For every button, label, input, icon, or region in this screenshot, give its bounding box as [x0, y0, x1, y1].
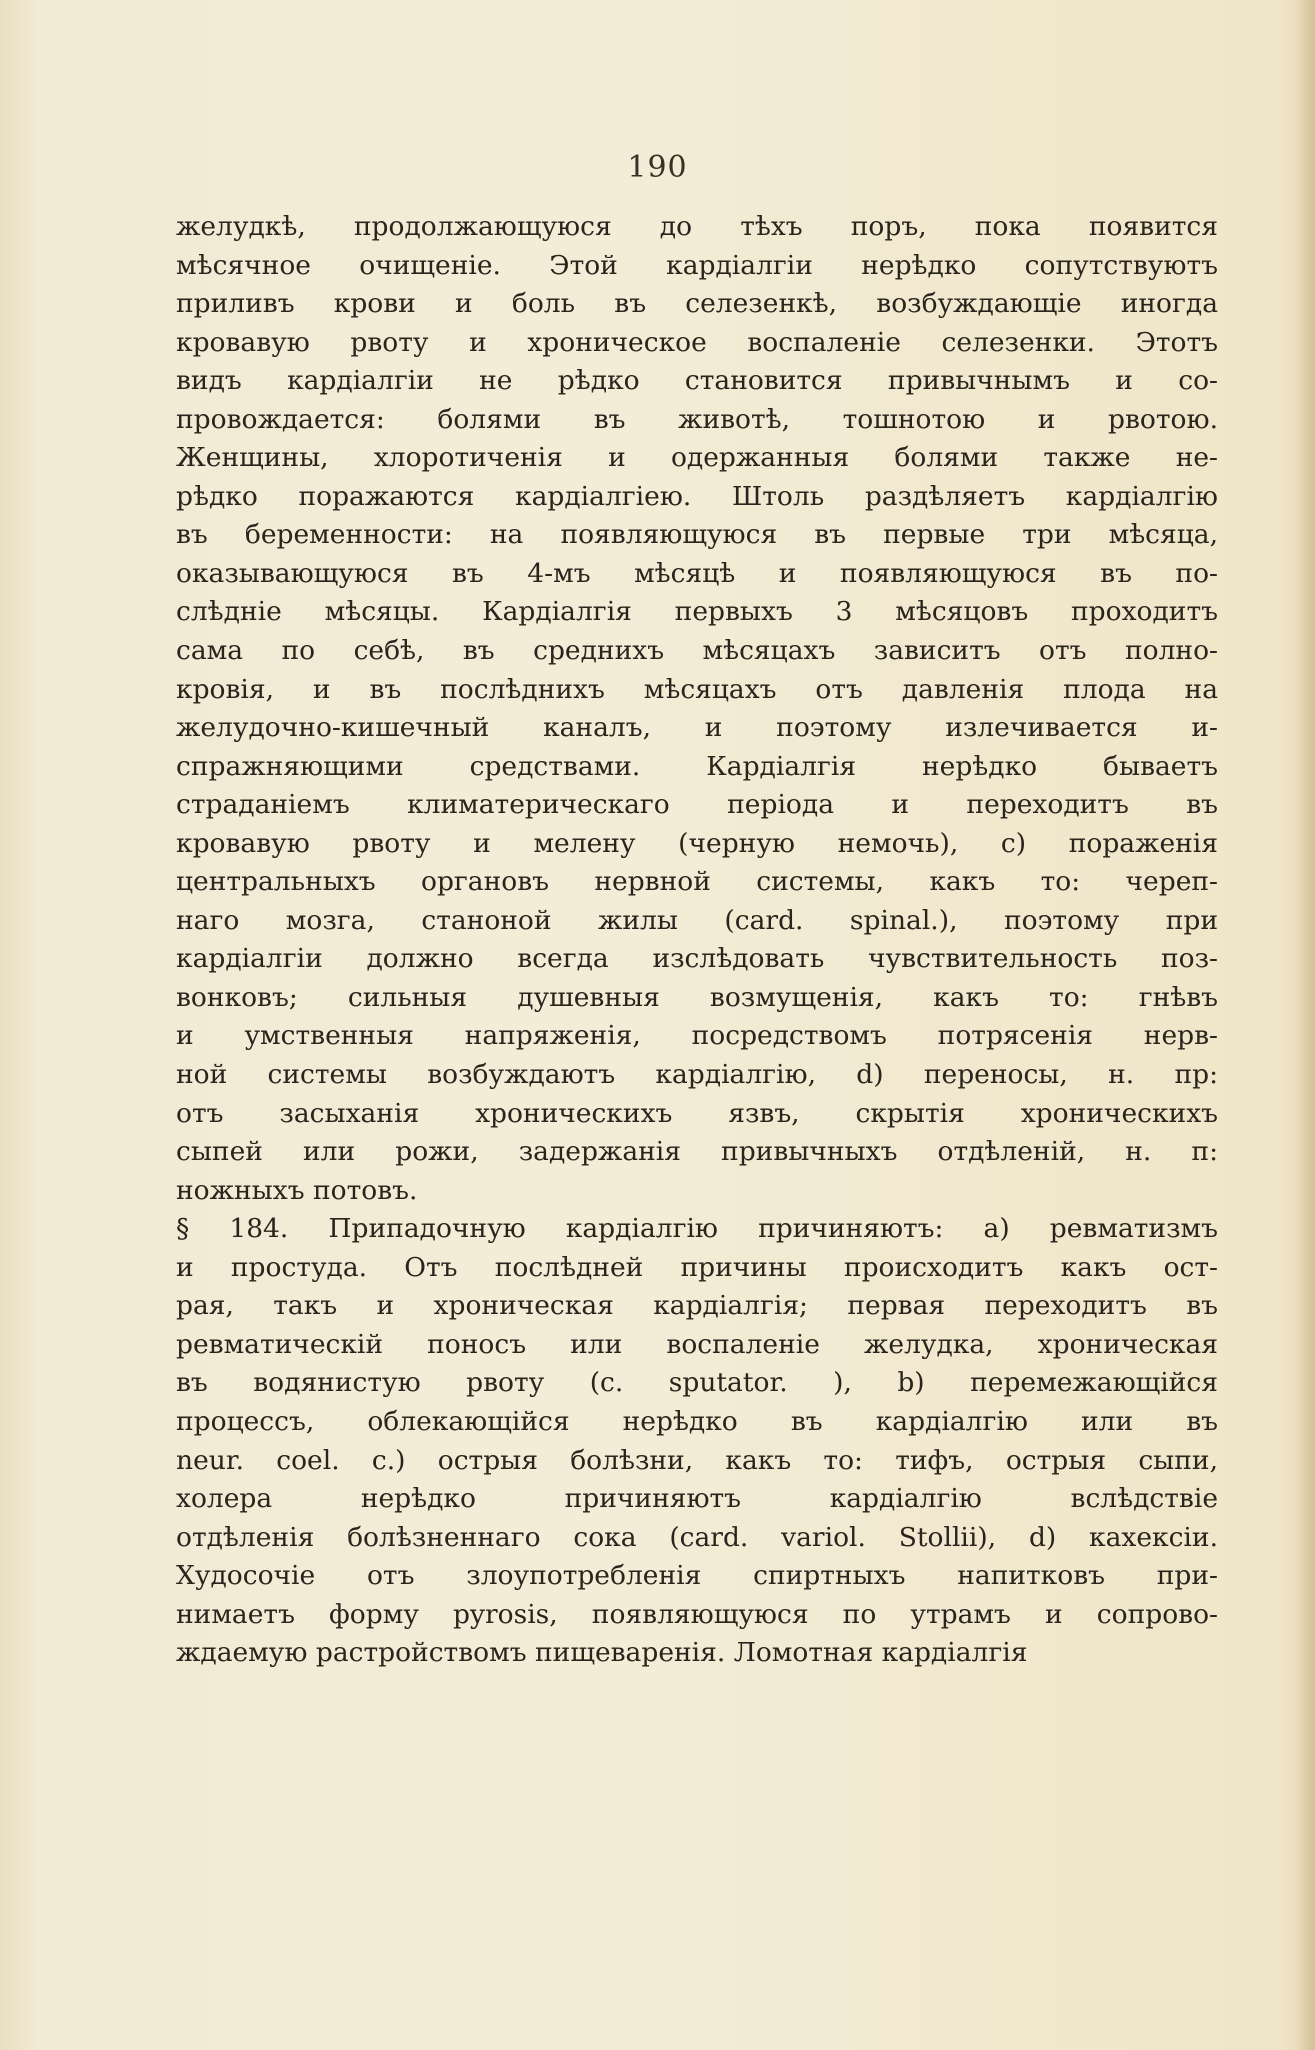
text-line: рѣдко поражаются кардіалгіею. Штоль раздѣляетъ кардіалгію — [176, 480, 1218, 512]
text-line: приливъ крови и боль въ селезенкѣ, возбуждающіе иногда — [176, 288, 1218, 320]
text-line: оказывающуюся въ 4-мъ мѣсяцѣ и появляющуюся въ по- — [176, 557, 1218, 589]
text-line: отъ засыханія хроническихъ язвъ, скрытія хроническихъ — [176, 1097, 1218, 1129]
text-line: нимаетъ форму pyrosis, появляющуюся по утрамъ и сопрово- — [176, 1598, 1218, 1630]
text-line: страданіемъ климатерическаго періода и переходитъ въ — [176, 789, 1218, 821]
text-line: и простуда. Отъ послѣдней причины происходитъ какъ ост- — [176, 1251, 1218, 1283]
page-number: 190 — [627, 150, 688, 185]
text-line: слѣдніе мѣсяцы. Кардіалгія первыхъ 3 мѣсяцовъ проходитъ — [176, 596, 1218, 628]
text-line: отдѣленія болѣзненнаго сока (card. variol. Stollii), d) кахексіи. — [176, 1521, 1218, 1553]
text-line: желудкѣ, продолжающуюся до тѣхъ поръ, пока появится — [176, 211, 1218, 242]
text-line: и умственныя напряженія, посредствомъ потрясенія нерв- — [176, 1020, 1218, 1052]
text-line: холера нерѣдко причиняютъ кардіалгію вслѣдствіе — [176, 1483, 1218, 1515]
text-line: кровавую рвоту и хроническое воспаленіе селезенки. Этотъ — [176, 326, 1218, 358]
text-line: § 184. Припадочную кардіалгію причиняютъ: а) ревматизмъ — [176, 1213, 1218, 1245]
text-line: мѣсячное очищеніе. Этой кардіалгіи нерѣдко сопутствуютъ — [176, 249, 1218, 281]
text-line: neur. coel. c.) острыя болѣзни, какъ то: тифъ, острыя сыпи, — [176, 1444, 1218, 1476]
text-line: Худосочіе отъ злоупотребленія спиртныхъ напитковъ при- — [176, 1560, 1218, 1592]
text-line: ревматическій поносъ или воспаленіе желудка, хроническая — [176, 1328, 1218, 1360]
text-line: провождается: болями въ животѣ, тошнотою и рвотою. — [176, 403, 1218, 435]
text-line: центральныхъ органовъ нервной системы, какъ то: череп- — [176, 866, 1218, 898]
text-line: процессъ, облекающійся нерѣдко въ кардіалгію или въ — [176, 1405, 1218, 1437]
body-text — [176, 208, 1218, 1673]
text-line: ждаемую растройствомъ пищеваренія. Ломотная кардіалгія — [176, 1637, 1028, 1669]
text-line: вонковъ; сильныя душевныя возмущенія, какъ то: гнѣвъ — [176, 981, 1218, 1013]
text-line: Женщины, хлоротиченія и одержанныя болями также не- — [176, 442, 1218, 474]
text-line: видъ кардіалгіи не рѣдко становится привычнымъ и со- — [176, 365, 1218, 397]
text-line: ножныхъ потовъ. — [176, 1174, 418, 1206]
text-line: ной системы возбуждаютъ кардіалгію, d) переносы, н. пр: — [176, 1059, 1218, 1091]
text-line: спражняющими средствами. Кардіалгія нерѣдко бываетъ — [176, 750, 1218, 782]
page-edge-shadow — [1297, 0, 1315, 2050]
text-line: кровавую рвоту и мелену (черную немочь), с) пораженія — [176, 827, 1218, 859]
text-line: рая, такъ и хроническая кардіалгія; первая переходитъ въ — [176, 1290, 1218, 1322]
text-line: кровія, и въ послѣднихъ мѣсяцахъ отъ давленія плода на — [176, 673, 1218, 705]
text-line: сама по себѣ, въ среднихъ мѣсяцахъ зависитъ отъ полно- — [176, 635, 1218, 667]
text-line: сыпей или рожи, задержанія привычныхъ отдѣленій, н. п: — [176, 1136, 1218, 1168]
text-line: кардіалгіи должно всегда изслѣдовать чувствительность поз- — [176, 943, 1218, 975]
text-line: въ водянистую рвоту (c. sputator. ), b) перемежающійся — [176, 1367, 1218, 1399]
text-line: въ беременности: на появляющуюся въ первые три мѣсяца, — [176, 519, 1218, 551]
text-line: желудочно-кишечный каналъ, и поэтому излечивается и- — [176, 712, 1218, 744]
text-line: наго мозга, станоной жилы (card. spinal.), поэтому при — [176, 904, 1218, 936]
